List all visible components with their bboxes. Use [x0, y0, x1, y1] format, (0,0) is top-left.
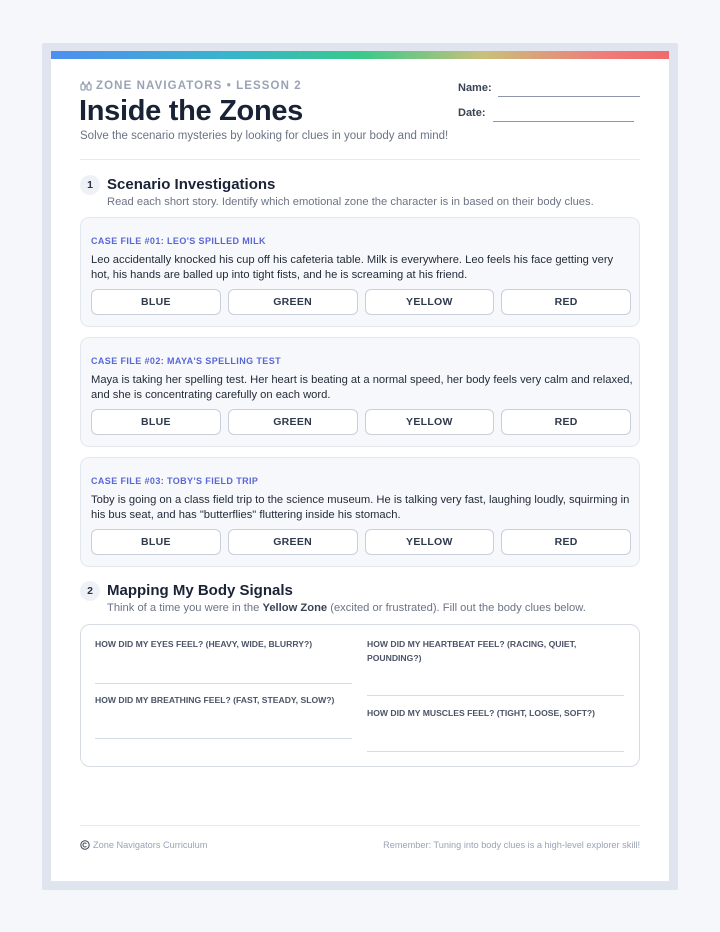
zone-choices — [91, 529, 631, 555]
section-number: 1 — [80, 175, 100, 195]
choice-yellow-button[interactable]: YELLOW — [365, 289, 495, 315]
section-description: Read each short story. Identify which emotional zone the character is in based on their body clues. — [107, 196, 594, 208]
choice-red-button[interactable]: RED — [501, 409, 631, 435]
choice-yellow-button[interactable]: YELLOW — [365, 409, 495, 435]
case-card — [80, 217, 640, 327]
zone-choices — [91, 289, 631, 315]
section-title: Mapping My Body Signals — [107, 582, 293, 599]
choice-blue-button[interactable]: BLUE — [91, 529, 221, 555]
yellow-zone-emphasis: Yellow Zone — [262, 602, 328, 614]
choice-red-button[interactable]: RED — [501, 529, 631, 555]
answer-line-heartbeat[interactable] — [367, 695, 624, 696]
binoculars-icon — [80, 80, 92, 92]
case-title: CASE FILE #01: LEO'S SPILLED MILK — [91, 236, 266, 246]
body-signals-box — [80, 624, 640, 767]
choice-red-button[interactable]: RED — [501, 289, 631, 315]
question-breathing: HOW DID MY BREATHING FEEL? (FAST, STEADY, SLOW?) — [95, 695, 335, 705]
case-card — [80, 457, 640, 567]
question-eyes: HOW DID MY EYES FEEL? (HEAVY, WIDE, BLURRY?) — [95, 639, 313, 649]
zone-choices — [91, 409, 631, 435]
page-subtitle: Solve the scenario mysteries by looking for clues in your body and mind! — [80, 130, 449, 142]
rainbow-bar — [51, 51, 669, 59]
answer-line-eyes[interactable] — [95, 683, 352, 684]
footer-credit — [80, 840, 207, 850]
date-field[interactable] — [493, 121, 634, 122]
case-title: CASE FILE #03: TOBY'S FIELD TRIP — [91, 476, 259, 486]
question-muscles: HOW DID MY MUSCLES FEEL? (TIGHT, LOOSE, SOFT?) — [367, 708, 596, 718]
case-title: CASE FILE #02: MAYA'S SPELLING TEST — [91, 356, 282, 366]
date-label: Date: — [458, 107, 486, 119]
name-field[interactable] — [498, 96, 640, 97]
question-heartbeat: HOW DID MY HEARTBEAT FEEL? (RACING, QUIET, POUNDING?) — [367, 639, 577, 663]
case-story: Maya is taking her spelling test. Her heart is beating at a normal speed, her body feels very calm and relaxed, and she is concentrating carefully on each word. — [91, 374, 633, 401]
choice-green-button[interactable]: GREEN — [228, 529, 358, 555]
section-title: Scenario Investigations — [107, 176, 276, 193]
lesson-kicker — [80, 80, 302, 92]
footer-reminder: Remember: Tuning into body clues is a high-level explorer skill! — [383, 840, 640, 850]
choice-green-button[interactable]: GREEN — [228, 289, 358, 315]
footer-divider — [80, 825, 640, 826]
kicker-text: ZONE NAVIGATORS • LESSON 2 — [96, 80, 302, 92]
copyright-icon — [80, 840, 90, 850]
header-divider — [80, 159, 640, 160]
choice-blue-button[interactable]: BLUE — [91, 409, 221, 435]
name-label: Name: — [458, 82, 492, 94]
choice-blue-button[interactable]: BLUE — [91, 289, 221, 315]
case-story: Leo accidentally knocked his cup off his cafeteria table. Milk is everywhere. Leo feels his face getting very hot, his hands are balled up into tight fists, and he is screaming at his friend. — [91, 254, 614, 281]
worksheet — [51, 51, 669, 881]
footer-left-text: Zone Navigators Curriculum — [93, 840, 208, 850]
section-description: Think of a time you were in the Yellow Zone (excited or frustrated). Fill out the body clues below. — [107, 602, 586, 614]
section-number: 2 — [80, 581, 100, 601]
case-card — [80, 337, 640, 447]
page-title: Inside the Zones — [79, 95, 304, 127]
answer-line-muscles[interactable] — [367, 751, 624, 752]
choice-yellow-button[interactable]: YELLOW — [365, 529, 495, 555]
choice-green-button[interactable]: GREEN — [228, 409, 358, 435]
case-story: Toby is going on a class field trip to the science museum. He is talking very fast, laughing loudly, squirming in his bus seat, and has "butterflies" fluttering inside his stomach. — [91, 494, 630, 521]
answer-line-breathing[interactable] — [95, 738, 352, 739]
